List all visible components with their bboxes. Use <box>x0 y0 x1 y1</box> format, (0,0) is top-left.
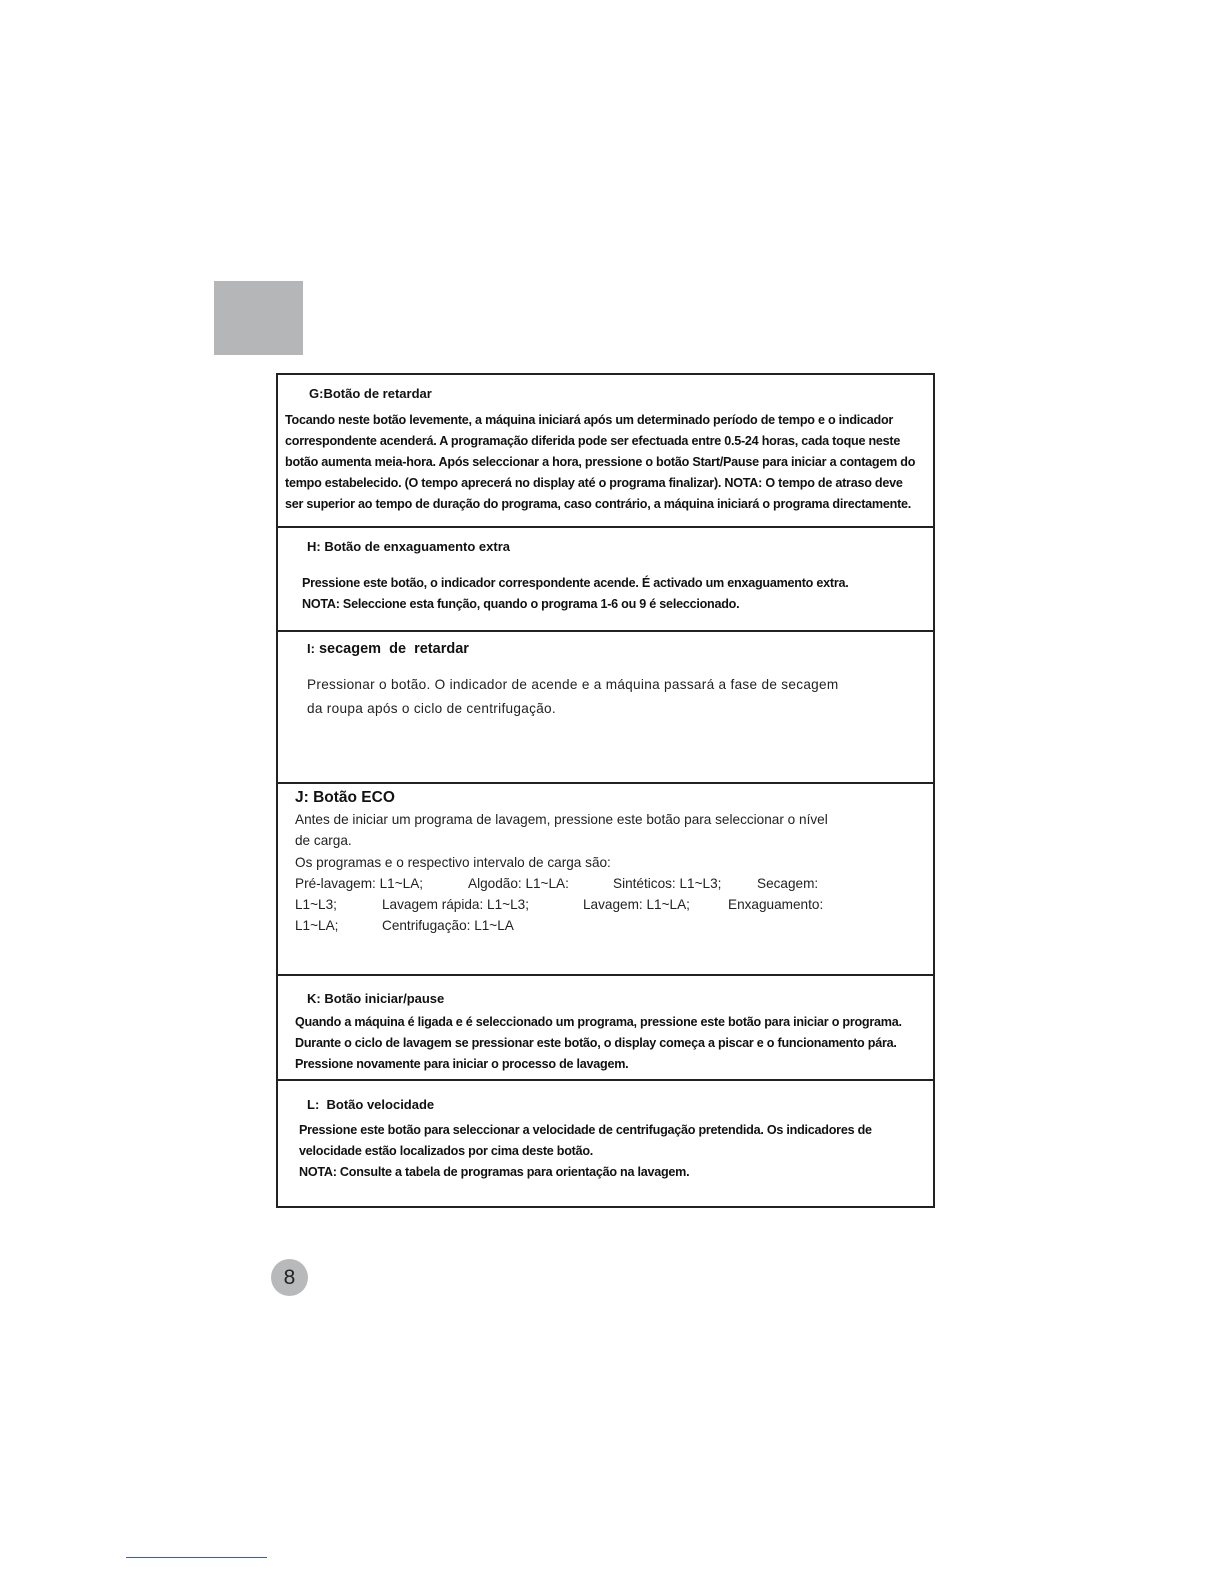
section-h-extra-rinse <box>278 528 933 632</box>
section-i-letter: I: <box>307 641 315 656</box>
section-g-body <box>285 410 915 515</box>
load-range-cell: Enxaguamento: <box>728 897 824 913</box>
body-line: tempo estabelecido. (O tempo aprecerá no display até o programa finalizar). NOTA: O tempo de atraso deve <box>285 476 903 490</box>
body-line: Pressione este botão, o indicador correspondente acende. É activado um enxaguamento extra. <box>302 576 849 590</box>
body-line: Antes de iniciar um programa de lavagem, pressione este botão para seleccionar o nível <box>295 812 828 827</box>
section-i-body <box>307 673 839 721</box>
body-line: Os programas e o respectivo intervalo de carga são: <box>295 854 611 870</box>
section-i-title <box>307 641 469 657</box>
section-k-start-pause <box>278 976 933 1081</box>
body-line: ser superior ao tempo de duração do programa, caso contrário, a máquina iniciará o programa directamente. <box>285 497 912 511</box>
body-line: botão aumenta meia-hora. Após seleccionar a hora, pressione o botão Start/Pause para iniciar a contagem do <box>285 455 916 469</box>
load-range-row <box>295 873 915 894</box>
section-h-letter: H: <box>307 539 321 554</box>
load-range-cell: Pré-lavagem: L1~LA; <box>295 875 424 891</box>
load-range-cell: Algodão: L1~LA: <box>468 875 569 891</box>
section-l-body <box>299 1120 872 1183</box>
load-range-cell: Sintéticos: L1~L3; <box>613 875 722 891</box>
body-line: de carga. <box>295 833 352 849</box>
section-k-letter: K: <box>307 991 321 1006</box>
body-line: NOTA: Consulte a tabela de programas para orientação na lavagem. <box>299 1165 690 1179</box>
section-g-heading: Botão de retardar <box>323 386 432 401</box>
section-tab-marker <box>214 281 303 355</box>
section-h-heading: Botão de enxaguamento extra <box>324 539 510 554</box>
controls-description-panel <box>276 373 935 1208</box>
section-g-title <box>309 386 432 401</box>
load-range-cell: Lavagem rápida: L1~L3; <box>382 897 529 913</box>
section-h-body <box>302 573 848 615</box>
body-line: Pressione este botão para seleccionar a velocidade de centrifugação pretendida. Os indicadores de <box>299 1123 872 1137</box>
load-range-row <box>295 894 915 915</box>
section-k-title <box>307 991 444 1006</box>
load-range-cell: L1~L3; <box>295 897 337 913</box>
body-line: Pressione novamente para iniciar o processo de lavagem. <box>295 1057 629 1071</box>
load-range-cell: Secagem: <box>757 875 819 891</box>
section-j-title: J: Botão ECO <box>295 789 395 806</box>
section-l-title <box>307 1097 434 1112</box>
body-line: Pressionar o botão. O indicador de acende e a máquina passará a fase de secagem <box>307 677 839 692</box>
load-range-cell: L1~LA; <box>295 918 339 934</box>
footer-rule <box>126 1557 267 1558</box>
page-number: 8 <box>283 1265 296 1289</box>
body-line: da roupa após o ciclo de centrifugação. <box>307 701 556 716</box>
section-g-delay-button <box>278 375 933 528</box>
section-j-body <box>295 809 915 937</box>
body-line: Durante o ciclo de lavagem se pressionar este botão, o display começa a piscar e o funcionamento pára. <box>295 1036 897 1050</box>
load-range-cell: Centrifugação: L1~LA <box>382 918 514 934</box>
section-g-letter: G: <box>309 386 324 401</box>
load-range-row <box>295 915 915 936</box>
section-i-heading: secagem de retardar <box>318 641 469 657</box>
section-l-letter: L: <box>307 1097 320 1112</box>
section-k-heading: Botão iniciar/pause <box>324 991 445 1006</box>
section-i-delay-drying <box>278 632 933 784</box>
section-l-speed-button <box>278 1081 933 1206</box>
section-k-body <box>295 1012 902 1075</box>
body-line: velocidade estão localizados por cima deste botão. <box>299 1144 594 1158</box>
body-line: Tocando neste botão levemente, a máquina iniciará após um determinado período de tempo e o indicador <box>285 413 894 427</box>
body-line: NOTA: Seleccione esta função, quando o programa 1-6 ou 9 é seleccionado. <box>302 597 740 611</box>
section-j-eco-button <box>278 784 933 976</box>
body-line: Quando a máquina é ligada e é seleccionado um programa, pressione este botão para iniciar o programa. <box>295 1015 902 1029</box>
page-number-badge <box>271 1259 308 1296</box>
section-l-heading: Botão velocidade <box>326 1097 435 1112</box>
load-range-cell: Lavagem: L1~LA; <box>583 897 690 913</box>
body-line: correspondente acenderá. A programação diferida pode ser efectuada entre 0.5-24 horas, cada toque neste <box>285 434 901 448</box>
section-h-title <box>307 539 510 554</box>
